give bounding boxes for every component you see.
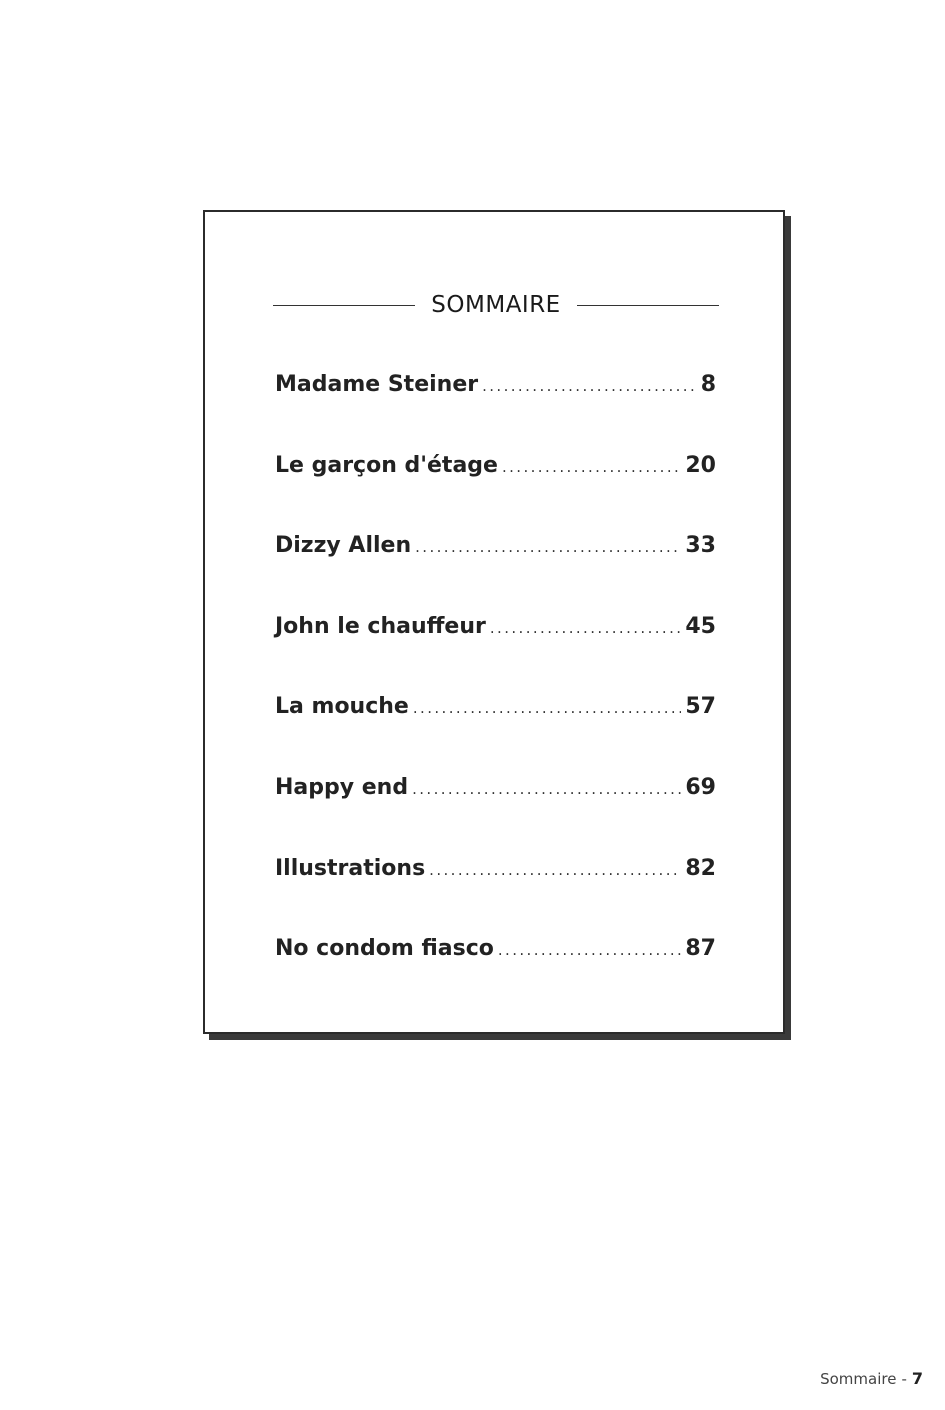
toc-entry: [275, 856, 716, 937]
toc-entry-page: 45: [685, 613, 716, 639]
toc-entry-title: No condom fiasco: [275, 936, 494, 962]
header-rule-left: [273, 305, 415, 306]
page-footer: [820, 1369, 923, 1388]
toc-entry-page: 87: [685, 936, 716, 962]
toc-entry-title: Happy end: [275, 774, 409, 800]
toc-entry-title: Illustrations: [275, 855, 426, 881]
header-rule-right: [577, 305, 719, 306]
dot-leader: [502, 458, 681, 476]
toc-list: [275, 372, 716, 1017]
toc-entry: [275, 614, 716, 695]
dot-leader: [498, 941, 682, 959]
toc-entry-page: 33: [685, 533, 716, 559]
toc-entry-title: John le chauffeur: [275, 613, 486, 639]
toc-entry: [275, 775, 716, 856]
toc-entry: [275, 372, 716, 453]
dot-leader: [413, 699, 682, 717]
toc-entry: [275, 694, 716, 775]
dot-leader: [429, 861, 681, 879]
footer-page-number: 7: [911, 1369, 923, 1388]
footer-section-name: Sommaire: [820, 1370, 897, 1388]
toc-entry-page: 57: [685, 694, 716, 720]
toc-entry-title: Le garçon d'étage: [275, 452, 498, 478]
table-of-contents-box: [203, 210, 785, 1034]
toc-entry-title: Madame Steiner: [275, 372, 479, 397]
dot-leader: [482, 377, 697, 395]
dot-leader: [412, 780, 681, 798]
toc-entry-page: 69: [685, 774, 716, 800]
toc-entry-page: 20: [685, 452, 716, 478]
toc-entry: [275, 533, 716, 614]
toc-title: SOMMAIRE: [431, 292, 561, 318]
toc-entry: [275, 936, 716, 1017]
toc-entry: [275, 453, 716, 534]
toc-entry-page: 82: [685, 855, 716, 881]
footer-separator: -: [901, 1370, 907, 1388]
toc-entry-title: La mouche: [275, 694, 409, 720]
toc-header: [273, 290, 719, 320]
toc-entry-title: Dizzy Allen: [275, 533, 412, 559]
toc-entry-page: 8: [700, 372, 716, 397]
dot-leader: [490, 619, 682, 637]
dot-leader: [415, 538, 681, 556]
